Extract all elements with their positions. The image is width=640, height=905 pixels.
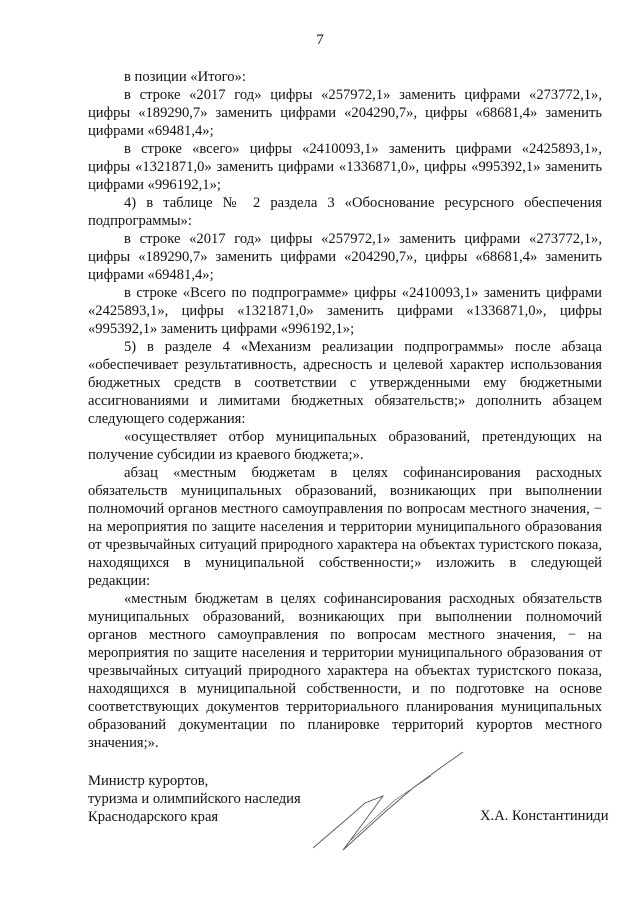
position-line: туризма и олимпийского наследия: [88, 791, 301, 807]
signature-block: [88, 772, 609, 852]
handwritten-signature: [303, 748, 473, 858]
paragraph-7: 5) в разделе 4 «Механизм реализации подпрограммы» после абзаца «обеспечивает результативность, адресность и целевой характер использования бюджетных средств в соответствии с утвержденными ему бюджетными ассигнованиями и лимитами бюджетных обязательств;» дополнить абзацем следующего содержания:: [88, 339, 602, 427]
paragraph-10: «местным бюджетам в целях софинансирования расходных обязательств муниципальных образований, возникающих при выполнении полномочий органов местного самоуправления по вопросам местного значения, − на мероприятия по защите населения и территории муниципального образования от чрезвычайных ситуаций природного характера на объектах туристского показа, находящихся в муниципальной собственности, и по подготовке на основе соответствующих документов территориального планирования муниципальных образований документации по планировке территорий курортов местного значения;».: [88, 591, 602, 751]
paragraph-1: в позиции «Итого»:: [124, 69, 246, 85]
page-number: 7: [316, 32, 324, 48]
paragraph-5: в строке «2017 год» цифры «257972,1» заменить цифрами «273772,1», цифры «189290,7» заменить цифрами «204290,7», цифры «68681,4» заменить цифрами «69481,4»;: [88, 231, 602, 283]
paragraph-9: абзац «местным бюджетам в целях софинансирования расходных обязательств муниципальных образований, возникающих при выполнении полномочий органов местного самоуправления по вопросам местного значения, − на мероприятия по защите населения и территории муниципального образования от чрезвычайных ситуаций природного характера на объектах туристского показа, находящихся в муниципальной собственности;» изложить в следующей редакции:: [88, 465, 602, 589]
signatory-name: Х.А. Константиниди: [480, 808, 609, 824]
paragraph-2: в строке «2017 год» цифры «257972,1» заменить цифрами «273772,1», цифры «189290,7» заменить цифрами «204290,7», цифры «68681,4» заменить цифрами «69481,4»;: [88, 87, 602, 139]
paragraph-4: 4) в таблице № 2 раздела 3 «Обоснование ресурсного обеспечения подпрограммы»:: [88, 195, 602, 229]
paragraph-3: в строке «всего» цифры «2410093,1» заменить цифрами «2425893,1», цифры «1321871,0» заменить цифрами «1336871,0», цифры «995392,1» заменить цифрами «996192,1»;: [88, 141, 602, 193]
position-line: Министр курортов,: [88, 773, 209, 789]
position-line: Краснодарского края: [88, 809, 219, 825]
document-body: [88, 68, 602, 752]
paragraph-8: «осуществляет отбор муниципальных образований, претендующих на получение субсидии из краевого бюджета;».: [88, 429, 602, 463]
paragraph-6: в строке «Всего по подпрограмме» цифры «2410093,1» заменить цифрами «2425893,1», цифры «1321871,0» заменить цифрами «1336871,0», цифры «995392,1» заменить цифрами «996192,1»;: [88, 285, 602, 337]
